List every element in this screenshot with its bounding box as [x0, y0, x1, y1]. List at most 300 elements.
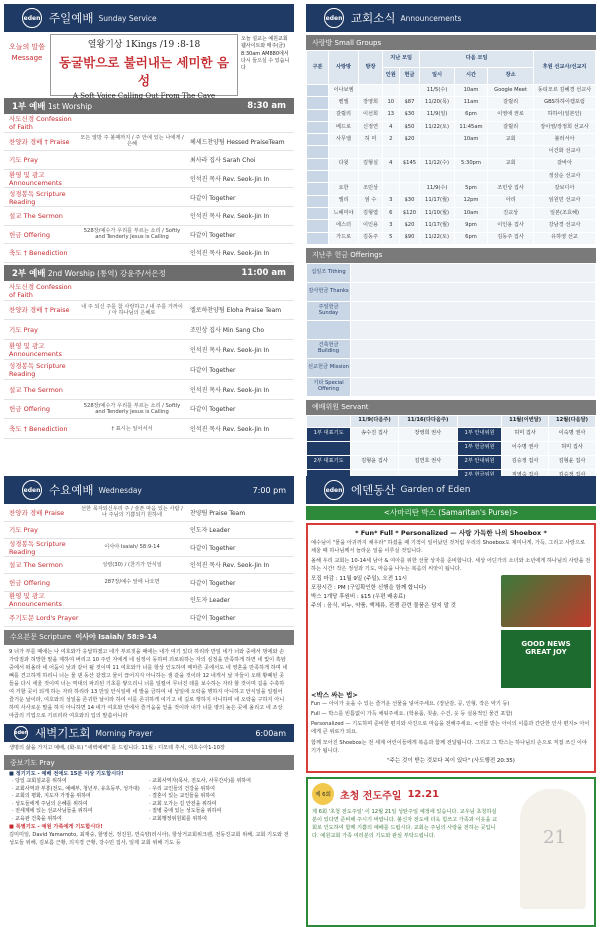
small-group-cell: 이인용 집사	[488, 220, 534, 232]
page-number: 21	[543, 827, 566, 848]
small-group-cell	[399, 146, 420, 158]
offerings-table	[306, 263, 596, 397]
order-item	[4, 207, 294, 226]
order-item-c: 인도자 Leader	[190, 597, 230, 605]
small-group-cell: 이나보엠	[329, 85, 359, 97]
order-item-c: 인석진 목사 Rev. Seok-Jin In	[190, 213, 270, 221]
offering-cell: 감사헌금 Thanks	[307, 282, 351, 301]
order-item-a: 사도신경 Confession of Faith	[9, 282, 72, 299]
mp-title: 새벽기도회	[35, 726, 91, 741]
servant-cell: 1부 대표기도	[307, 427, 351, 441]
small-group-cell: 이선희	[359, 109, 383, 121]
small-group-row	[307, 109, 596, 121]
small-group-cell: 11/17(월)	[420, 195, 454, 207]
order-item-a: 성경봉독 Scripture Reading	[9, 189, 66, 206]
small-group-cell	[399, 183, 420, 195]
order-item-a: 주기도문 Lord's Prayer	[9, 613, 79, 622]
first-service-bar	[4, 98, 294, 114]
offering-row	[307, 263, 596, 282]
prayer-list	[4, 778, 294, 823]
order-item	[4, 151, 294, 170]
small-group-row	[307, 195, 596, 207]
small-group-cell: 5:30pm	[454, 158, 487, 170]
servant-header: 11/9(다음주)	[351, 415, 399, 427]
small-group-cell: 유하영 선교	[534, 232, 596, 244]
order-item-b: 287장/예수 앞에 나오면	[104, 579, 160, 586]
small-group-cell	[307, 171, 329, 183]
order-item-a: 찬양과 경배 † Praise	[9, 137, 70, 146]
small-group-cell	[329, 171, 359, 183]
small-group-cell: 6	[383, 207, 400, 219]
order-item	[4, 592, 294, 610]
order-item	[4, 340, 294, 360]
small-group-cell: 정상순 선교사	[534, 171, 596, 183]
order-item-b: 모든 열방 주 볼때까지 / 주 안에 있는 나에게 / 은혜	[80, 135, 184, 148]
small-group-cell: 신정연	[359, 121, 383, 133]
small-group-cell	[307, 158, 329, 170]
small-group-cell: 이영애 권로	[488, 109, 534, 121]
prayer-item: · 당일 교회설교를 위하여	[12, 778, 67, 785]
sunday-title: 주일예배	[49, 11, 94, 25]
message-label-ko: 오늘의 말씀	[8, 43, 46, 51]
small-group-cell: 요한	[329, 183, 359, 195]
prayer-item: · 성도들에게 주님의 은혜를 위하여	[12, 800, 88, 807]
order-item	[4, 400, 294, 420]
sg-col-group: 사랑방	[329, 51, 359, 85]
shoebox-verse: "주는 것이 받는 것보다 복이 있다" (사도행전 20:35)	[387, 757, 515, 764]
small-group-cell: 에스더	[329, 220, 359, 232]
offering-cell	[351, 263, 596, 282]
offering-cell: 기타 Special Offering	[307, 377, 351, 396]
servant-cell: 허미 집사	[502, 427, 549, 441]
order-item-a: 찬양과 경배 Praise	[9, 508, 65, 517]
servant-cell: 김형윤 집사	[351, 455, 399, 469]
small-group-cell	[307, 146, 329, 158]
order-item	[4, 574, 294, 592]
wed-header	[4, 476, 294, 504]
small-group-row	[307, 158, 596, 170]
order-item-b: 선한 목자되신우리 주 / 술픈 마음 있는 사람 / 나 주님의 기쁨되기 원하네	[81, 506, 183, 519]
message-label-en: Message	[11, 53, 43, 62]
sg-col-mission: 후원 선교사/선교지	[534, 51, 596, 85]
sg-sub-date: 일시	[420, 68, 454, 85]
order-item-c: 인석진 목사 Rev. Seok-Jin In	[190, 386, 270, 394]
servant-cell: 2부 안내위원	[457, 455, 501, 469]
second-service-bar	[4, 265, 294, 281]
small-group-cell	[454, 171, 487, 183]
order-item	[4, 609, 294, 627]
sermon-reference: 열왕기상 1Kings /19 :8-18	[87, 40, 201, 50]
second-service-time: 11:00 am	[241, 267, 286, 278]
order-item-c: 다같이 Together	[190, 231, 236, 239]
small-group-cell: 13	[383, 109, 400, 121]
servant-cell: 김승정 집사	[502, 455, 549, 469]
sunday-subtitle: Sunday Service	[98, 13, 157, 23]
second-service-en: 2nd Worship (통역) 강윤주/서은정	[47, 268, 166, 278]
small-group-cell	[359, 146, 383, 158]
servant-cell: 김연호 권사	[398, 455, 457, 469]
shoebox-headline: * Fun* Full * Personalized — 사랑 가득한 나의 Shoebox *	[355, 529, 547, 537]
invite-title: 초청 전도주일	[340, 790, 402, 802]
scripture-text: 9 너가 부를 때에는 나 여호와가 응답하겠고 네가 부르짖을 때에는 내가 여기 있다 하리라 만일 네가 너와 중에서 멍에와 손가락질과 허망한 말을 제하여 버리고 10 주린 자에게 네 심정이 동하며 괴로워하는 자의 심정을 만족하게 하면 네 빛이 흑암 중에서 떠올라 네 어둠이 낮과 같이 될 것이며 11 여호와가 너를 항상 인도하여 메마른 곳에서도 네 영혼을 만족하게 하며 네 뼈를 견고하게 하리니 너는 물 댄 동산 같겠고 물이 끊어지지 아니하는 샘 같을 것이라 12 네게서 날 자들이 오래 황폐된 곳들을 다시 세울 것이며 너는 역대의 파괴된 기초를 쌓으리니 너를 일컬어 무너진 데를 보수하는 자라 할 것이며 길을 수축하여 거할 곳이 되게 하는 자라 하리라 13 만일 안식일에 네 발을 금하여 내 성일에 오락을 행하지 아니하고 안식일을 일컬어 즐거운 날이라, 여호와의 성일을 존귀한 날이라 하여 이를 존귀하게 여기고 네 길로 행하지 아니하며 네 오락을 구하지 아니하며 사사로운 말을 하지 아니하면 14 네가 여호와 안에서 즐거움을 얻을 것이라 내가 너를 땅의 높은 곳에 올리고 네 조상 야곱의 기업으로 기르리라 여호와의 입의 말씀이니라	[9, 648, 288, 719]
eden-logo: eden	[22, 8, 42, 28]
small-group-cell: GBS하하이캠포럼	[534, 97, 596, 109]
small-group-cell: $120	[399, 207, 420, 219]
small-group-cell: 11/5(수)	[420, 85, 454, 97]
prayer-special-text: 김미미일, David Yamamoto, 최재숭, 할영선, 정진원, 연숙양(러시아), 항상거교회위크렌, 전동진교회 위해, 교회 기도와 전 성도들 위해, 김보름 근황, 의지경 근황, 강수민 집사, 일제 교회 위해 기도 등	[9, 832, 289, 847]
servant-cell: 2부 대표기도	[307, 455, 351, 469]
shoebox-outro: 함께 모아진 Shoebox는 전 세계 어린이들에게 복음과 함께 전달됩니다. 그리고 그 박스는 하나님의 손으로 직접 쓰신 이야기가 됩니다.	[311, 739, 587, 754]
first-service-order	[4, 114, 294, 263]
order-item	[4, 226, 294, 245]
offering-cell: 주일헌금 Sunday	[307, 301, 351, 320]
small-group-cell: 불러서아	[534, 134, 596, 146]
pack-heading: <박스 싸는 법>	[311, 691, 358, 700]
servant-header: 11월(이번달)	[502, 415, 549, 427]
small-group-cell	[307, 134, 329, 146]
order-item-c: 찬양팀 Praise Team	[190, 509, 246, 517]
order-item-a: 찬양과 경배 † Praise	[9, 306, 70, 315]
prayer-item: · 전세계에 있는 선교사님들을 위하여	[12, 808, 93, 815]
small-group-cell: Google Meet	[488, 85, 534, 97]
offering-cell: 십일조 Tithing	[307, 263, 351, 282]
order-item-c: 다같이 Together	[190, 194, 236, 202]
small-group-row	[307, 232, 596, 244]
small-group-cell: 10am	[454, 85, 487, 97]
offering-cell	[307, 320, 351, 339]
sunday-header	[4, 4, 294, 32]
small-group-cell: 11/22(토)	[420, 232, 454, 244]
small-group-cell: 다윗	[329, 158, 359, 170]
order-item-a: 환영 및 광고 Announcements	[9, 592, 62, 609]
prayer-item: · 교회사역자(목사, 전도사, 사무간사)를 위하여	[149, 778, 251, 785]
servant-cell: 김형윤 집사	[549, 455, 596, 469]
small-group-row	[307, 146, 596, 158]
small-group-cell	[420, 146, 454, 158]
order-item	[4, 244, 294, 263]
shoebox-info-item: 모집 마감 : 11월 9일 (주일), 오전 11시	[311, 576, 408, 583]
order-item-a: 성경봉독 Scripture Reading	[9, 361, 66, 378]
small-group-cell: 6pm	[454, 232, 487, 244]
order-item-a: 환영 및 광고 Announcements	[9, 342, 62, 359]
small-group-cell: $90	[399, 232, 420, 244]
small-group-cell: 11/10(월)	[420, 207, 454, 219]
mp-en: Morning Prayer	[95, 728, 153, 738]
sermon-title-ko: 동굴밖으로 불러내는 세미한 음성	[58, 55, 230, 88]
radio-notice: 오늘 설교는 예원교회 웹사이트와 매주(금) 8:30am AM880에서 다시 들으실 수 있습니다	[241, 36, 290, 71]
order-item-c: 조민상 집사 Min Sang Cho	[190, 327, 265, 335]
invite-text: 제 6회 '초청 전도주일' 이 12월 21일 성탄주일 예정에 있습니다. 교우님 초청하실 분이 있다면 준비해 주시기 바랍니다. 불신자 전도에 더욱 힘쓰고 가족과 이웃을 교회로 인도하여 함께 기쁨의 예배를 드립시다. 교회는 주님의 사랑을 전하는 곳입니다. 예원교회 가족 여러분의 기도와 관심 부탁드립니다.	[312, 809, 498, 840]
servant-cell: 1부 안내위원	[457, 427, 501, 441]
order-item-c: 인석진 목사 Rev. Seok-Jin In	[190, 347, 270, 355]
small-group-cell	[488, 171, 534, 183]
sg-sub-time: 시간	[454, 68, 487, 85]
shoebox-info-list	[311, 575, 501, 688]
small-group-row	[307, 97, 596, 109]
order-item-c: 다같이 Together	[190, 406, 236, 414]
news-header	[306, 4, 596, 32]
order-item	[4, 504, 294, 522]
small-group-cell	[420, 171, 454, 183]
sg-col-type: 구분	[307, 51, 329, 85]
message-box	[4, 34, 294, 100]
order-item	[4, 539, 294, 557]
small-group-cell	[307, 232, 329, 244]
small-group-cell: 일본(조효혜)	[534, 207, 596, 219]
small-group-cell	[359, 171, 383, 183]
small-group-cell: 10am	[454, 134, 487, 146]
small-group-cell	[307, 85, 329, 97]
small-group-cell: 교회	[488, 158, 534, 170]
small-group-cell: 갈릴리	[488, 121, 534, 133]
servant-header: 12월(다음달)	[549, 415, 596, 427]
order-item	[4, 522, 294, 540]
children-illustration	[520, 789, 586, 909]
order-item-b: 내 주 되신 주를 참 사랑하고 / 내 주를 가까이 / 아 하나님의 은혜로	[81, 303, 183, 316]
servant-cell: 이수명 권사	[502, 441, 549, 455]
order-item-a: 환영 및 광고 Announcements	[9, 171, 62, 188]
order-item-a: 설교 The Sermon	[9, 385, 63, 394]
small-group-cell: 사무엘	[329, 134, 359, 146]
invite-tag: 제 6회	[312, 783, 334, 805]
prayer-item: · 교회의 평화, 지도자 가정을 위하여	[12, 793, 91, 800]
shoebox-intro: 예수님이 "물을 아귀까지 채우라" 하셨을 때 기적이 일어났던 것처럼 우리의 Shoebox도 제미나게, 가득, 그리고 사랑으로 채울 때 하나님께서 놀라운 일을 이루실 것입니다.	[311, 540, 585, 555]
first-service-name: 1부 예배	[12, 102, 46, 112]
order-item-b: 528장/예수가 우리를 부르는 소리 / Softly and Tenderly Jesus is Calling	[83, 402, 181, 415]
prayer-special: ■ 특별기도 - 예원 가족에게 기도합시다!	[9, 824, 103, 831]
prayer-item: · 질병 중에 있는 성도들을 위하여	[149, 808, 222, 815]
order-item-c: 인석진 목사 Rev. Seok-Jin In	[190, 250, 270, 258]
small-group-cell: 교회	[488, 134, 534, 146]
sg-col-next: 다음 모임	[420, 51, 534, 68]
order-item-c: 다같이 Together	[190, 366, 236, 374]
order-item-a: 사도신경 Confession of Faith	[9, 115, 72, 132]
servant-heading: 예배위원 Servant	[306, 400, 596, 415]
offering-row	[307, 301, 596, 320]
small-group-cell: 10	[383, 97, 400, 109]
pack-full: Full — 박스를 빈틈없이 가득 채워주세요. (학용품, 칫솔, 수건, 옷 등 실용적인 물건 포함)	[311, 711, 513, 718]
small-group-cell: 6pm	[454, 109, 487, 121]
small-group-cell: 5pm	[454, 183, 487, 195]
small-group-cell	[359, 85, 383, 97]
small-group-cell	[307, 97, 329, 109]
offering-cell	[351, 339, 596, 358]
prayer-item: · 우리 교인들의 건강을 위하여	[149, 785, 215, 792]
offering-row	[307, 282, 596, 301]
shoebox-info-item: 포장시간 : PM (구입확인한 신행을 함께 합니다)	[311, 585, 427, 592]
small-group-cell: 이건화 선교사	[534, 146, 596, 158]
servant-row	[307, 427, 596, 441]
order-item-a: 헌금 Offering	[9, 578, 50, 587]
order-item-c: 인도자 Leader	[190, 527, 230, 535]
small-group-cell: 김동주 집사	[488, 232, 534, 244]
offering-cell: 선교헌금 Mission	[307, 358, 351, 377]
shoebox-info-item: 박스 1개당 후원비 : $15 (우편 배송료)	[311, 593, 406, 600]
servant-cell: 허미 집사	[549, 441, 596, 455]
order-item-a: 축도 † Benediction	[9, 425, 68, 434]
wednesday-panel	[4, 476, 294, 924]
prayer-heading: 중보기도 Pray	[4, 755, 294, 770]
mp-time: 6:00am	[255, 728, 286, 738]
sg-sub-offering: 헌금	[399, 68, 420, 85]
small-group-cell: 강남경 선교사	[534, 220, 596, 232]
small-group-cell	[307, 207, 329, 219]
small-group-cell: 갈릴리	[488, 97, 534, 109]
eden-header	[306, 476, 596, 504]
servant-row	[307, 441, 596, 455]
wed-title: 수요예배	[49, 483, 94, 497]
order-item-c: 헤세드찬양팀 Hessed PraiseTeam	[190, 138, 285, 146]
order-item	[4, 557, 294, 575]
small-group-cell: 엄 수	[359, 195, 383, 207]
small-group-row	[307, 171, 596, 183]
servant-header	[307, 415, 351, 427]
sunday-service-panel	[4, 4, 294, 456]
small-group-cell: 느헤미야	[329, 207, 359, 219]
small-group-cell: 장이영/장정희 선교사	[534, 121, 596, 133]
small-group-cell: 하하이(일본인)	[534, 109, 596, 121]
small-group-cell: 10am	[454, 207, 487, 219]
order-item-a: 축도 † Benediction	[9, 249, 68, 258]
order-item-a: 기도 Pray	[9, 156, 38, 165]
prayer-regular: ■ 정기기도 - 예배 전에도 15분 이상 기도합시다!	[9, 771, 124, 778]
prayer-item: · 교회사역과 부흥(전도, 예배부, 청년부, 유초등부, 성가대)	[12, 785, 140, 792]
second-service-name: 2부 예배	[12, 268, 46, 279]
small-groups-heading: 사랑방 Small Groups	[306, 35, 596, 50]
order-item-a: 설교 The Sermon	[9, 561, 63, 570]
small-group-cell: 11/20(목)	[420, 97, 454, 109]
order-item-b: † 표시는 일어서서	[111, 425, 153, 432]
invite-sunday-box	[306, 777, 596, 927]
offering-row	[307, 320, 596, 339]
small-group-cell: 11/22(토)	[420, 121, 454, 133]
small-group-cell	[383, 171, 400, 183]
order-item	[4, 360, 294, 380]
servant-cell: 송수진 집사	[351, 427, 399, 441]
order-item-c: 인석진 목사 Rev. Seok-Jin In	[190, 176, 270, 184]
shoebox-intro2: 올해 우리 교회는 10-14세 남아 & 여아를 위한 선물 상자를 준비합니다. 세상 어딘가의 소녀와 소년에게 하나님의 사랑을 전하는 시간! 작은 정성과 기도, 마음을 나누는 복음의 씨앗이 됩니다.	[311, 558, 591, 573]
order-item	[4, 419, 294, 439]
small-group-cell: 3	[383, 195, 400, 207]
small-group-cell	[454, 146, 487, 158]
small-group-cell	[488, 146, 534, 158]
small-group-row	[307, 183, 596, 195]
order-item	[4, 133, 294, 152]
small-group-cell: 9pm	[454, 220, 487, 232]
order-item-c: 엘로하찬양팀 Eloha Praise Team	[190, 307, 282, 315]
news-title: 교회소식	[351, 11, 396, 25]
small-group-cell: 11am	[454, 97, 487, 109]
order-item-c: 다같이 Together	[190, 614, 236, 622]
small-group-cell	[329, 146, 359, 158]
order-item	[4, 281, 294, 301]
small-group-cell: $50	[399, 121, 420, 133]
small-group-cell	[307, 195, 329, 207]
order-item	[4, 114, 294, 133]
order-item-b: 528장/예수가 우리를 부르는 소리 / Softly and Tenderly Jesus is Calling	[83, 228, 181, 241]
small-group-cell: 11/9(수)	[420, 183, 454, 195]
small-group-cell: 조민상 집사	[488, 183, 534, 195]
offering-cell	[351, 358, 596, 377]
order-item-a: 기도 Pray	[9, 526, 38, 535]
second-service-order	[4, 281, 294, 439]
first-service-time: 8:30 am	[247, 101, 286, 111]
prayer-item: · 결혼이 있는 교인들을 위하여	[149, 793, 215, 800]
invite-date: 12.21	[407, 788, 440, 800]
sg-sub-count: 인원	[383, 68, 400, 85]
eden-panel	[306, 476, 596, 924]
servant-cell: 1부 헌금위원	[457, 441, 501, 455]
prayer-item: · 교회행정위원회를 위하여	[149, 815, 207, 822]
small-group-cell: 11:45am	[454, 121, 487, 133]
eden-title: 에덴동산	[351, 483, 396, 497]
small-group-cell: $145	[399, 158, 420, 170]
small-group-cell: 이인용	[359, 220, 383, 232]
small-group-cell: 11/9(일)	[420, 109, 454, 121]
order-item-c: 인석진 목사 Rev. Seok-Jin In	[190, 562, 270, 570]
prayer-item: · 교육관 건축을 위하여	[12, 815, 62, 822]
scripture-ref: 이사야 Isaiah/ 58:9-14	[75, 633, 157, 641]
small-group-cell	[383, 146, 400, 158]
order-item-a: 설교 The Sermon	[9, 212, 63, 221]
small-group-cell: 김동주	[359, 232, 383, 244]
wed-time: 7:00 pm	[252, 485, 286, 495]
order-item-c: 다같이 Together	[190, 544, 236, 552]
news-subtitle: Announcements	[400, 13, 462, 23]
small-group-cell: 2	[383, 134, 400, 146]
offering-cell: 건축헌금 Building	[307, 339, 351, 358]
small-group-cell	[307, 109, 329, 121]
scripture-heading	[4, 630, 294, 645]
servant-cell: 이숙명 권사	[549, 427, 596, 441]
first-service-en: 1st Worship	[47, 102, 93, 111]
order-item-a: 기도 Pray	[9, 326, 38, 335]
servant-table	[306, 415, 596, 484]
pack-fun: Fun — 아이가 웃을 수 있는 즐거운 선물을 넣어주세요. (장난감, 공, 인형, 작은 악기 등)	[311, 701, 510, 708]
eden-logo: eden	[324, 480, 344, 500]
small-group-row	[307, 85, 596, 97]
small-group-cell: 장영희	[359, 97, 383, 109]
small-group-cell	[399, 85, 420, 97]
small-group-row	[307, 220, 596, 232]
scripture-label: 수요본문 Scripture	[10, 633, 72, 641]
offering-cell	[351, 282, 596, 301]
morning-prayer-header	[4, 724, 294, 742]
sg-col-last: 지난 모임	[383, 51, 420, 68]
small-group-cell: 진교상	[488, 207, 534, 219]
small-group-cell: 4	[383, 158, 400, 170]
small-group-cell: 아리	[488, 195, 534, 207]
good-news-book-image: GOOD NEWS GREAT JOY	[501, 630, 591, 688]
small-group-cell: 가드로	[329, 232, 359, 244]
servant-cell	[351, 441, 399, 455]
small-group-cell	[307, 220, 329, 232]
small-group-cell: 엘리	[329, 195, 359, 207]
pack-personalized: Personalized — 기도하며 준비한 편지와 사진으로 마음을 전해주세요. <선물 받는 아이의 이름과 간단한 인사 편지> 아이에게 큰 위로가 되요.	[311, 721, 590, 736]
offerings-heading: 지난주 헌금 Offerings	[306, 248, 596, 263]
order-item-b: 이사야 Isaiah/ 58:9-14	[104, 544, 160, 551]
small-group-cell: 김형실	[359, 158, 383, 170]
sermon-title-en: A Soft Voice Calling Out From The Cave	[72, 92, 216, 100]
small-group-cell: 허 미	[359, 134, 383, 146]
small-groups-table	[306, 50, 596, 245]
small-group-cell: 12pm	[454, 195, 487, 207]
prayer-item: · 교회 오가는 길 안전을 위하여	[149, 800, 217, 807]
small-group-cell: $30	[399, 109, 420, 121]
mp-note: 생명의 삶을 가지고 예배, (화-토) "새벽예배" 를 드립니다. 11월 : 디모데 후서, 여호수아1-10장	[9, 745, 225, 752]
order-item	[4, 188, 294, 207]
small-group-cell: 3	[383, 220, 400, 232]
